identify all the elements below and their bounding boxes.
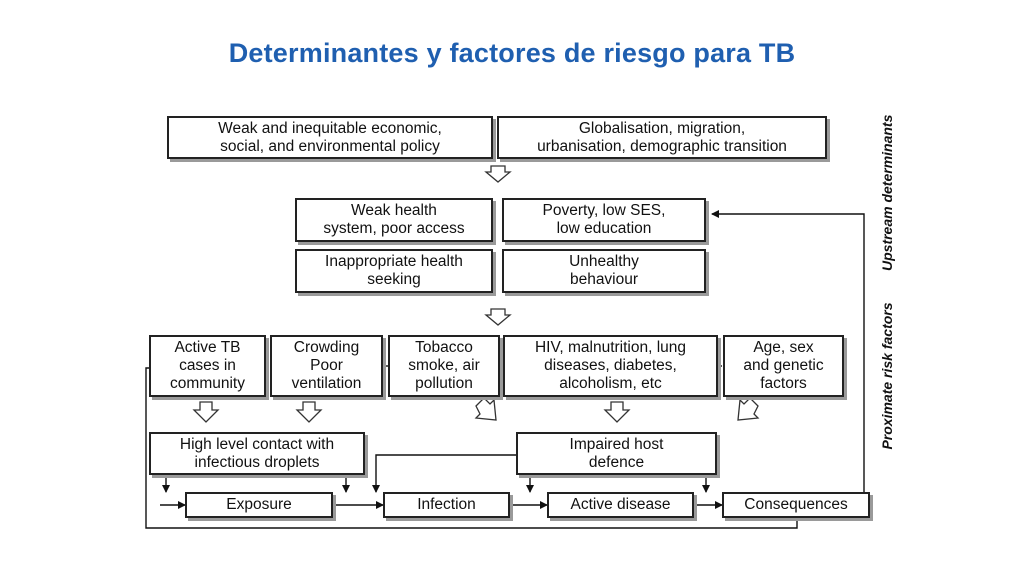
- block-arrow-1: [486, 166, 510, 182]
- box-age-sex-genetic: Age, sex and genetic factors: [723, 335, 844, 397]
- box-impaired-host-defence: Impaired host defence: [516, 432, 717, 475]
- block-arrow-7: [738, 398, 758, 420]
- box-poverty: Poverty, low SES, low education: [502, 198, 706, 242]
- box-inappropriate-health-seeking: Inappropriate health seeking: [295, 249, 493, 293]
- block-arrow-4: [297, 402, 321, 422]
- label-proximate-risk-factors: Proximate risk factors: [879, 302, 895, 450]
- box-tobacco: Tobacco smoke, air pollution: [388, 335, 500, 397]
- box-active-disease: Active disease: [547, 492, 694, 518]
- box-active-tb-cases: Active TB cases in community: [149, 335, 266, 397]
- label-upstream-determinants: Upstream determinants: [879, 114, 895, 271]
- box-weak-health-system: Weak health system, poor access: [295, 198, 493, 242]
- block-arrow-6: [476, 398, 496, 420]
- box-unhealthy-behaviour: Unhealthy behaviour: [502, 249, 706, 293]
- box-exposure: Exposure: [185, 492, 333, 518]
- box-globalisation: Globalisation, migration, urbanisation, demographic transition: [497, 116, 827, 159]
- block-arrow-2: [486, 309, 510, 325]
- box-hiv-malnutrition: HIV, malnutrition, lung diseases, diabetes, alcoholism, etc: [503, 335, 718, 397]
- block-arrow-5: [605, 402, 629, 422]
- box-high-level-contact: High level contact with infectious droplets: [149, 432, 365, 475]
- page-title: Determinantes y factores de riesgo para TB: [228, 38, 796, 68]
- box-infection: Infection: [383, 492, 510, 518]
- box-consequences: Consequences: [722, 492, 870, 518]
- box-economic-policy: Weak and inequitable economic, social, and environmental policy: [167, 116, 493, 159]
- block-arrow-3: [194, 402, 218, 422]
- box-crowding: Crowding Poor ventilation: [270, 335, 383, 397]
